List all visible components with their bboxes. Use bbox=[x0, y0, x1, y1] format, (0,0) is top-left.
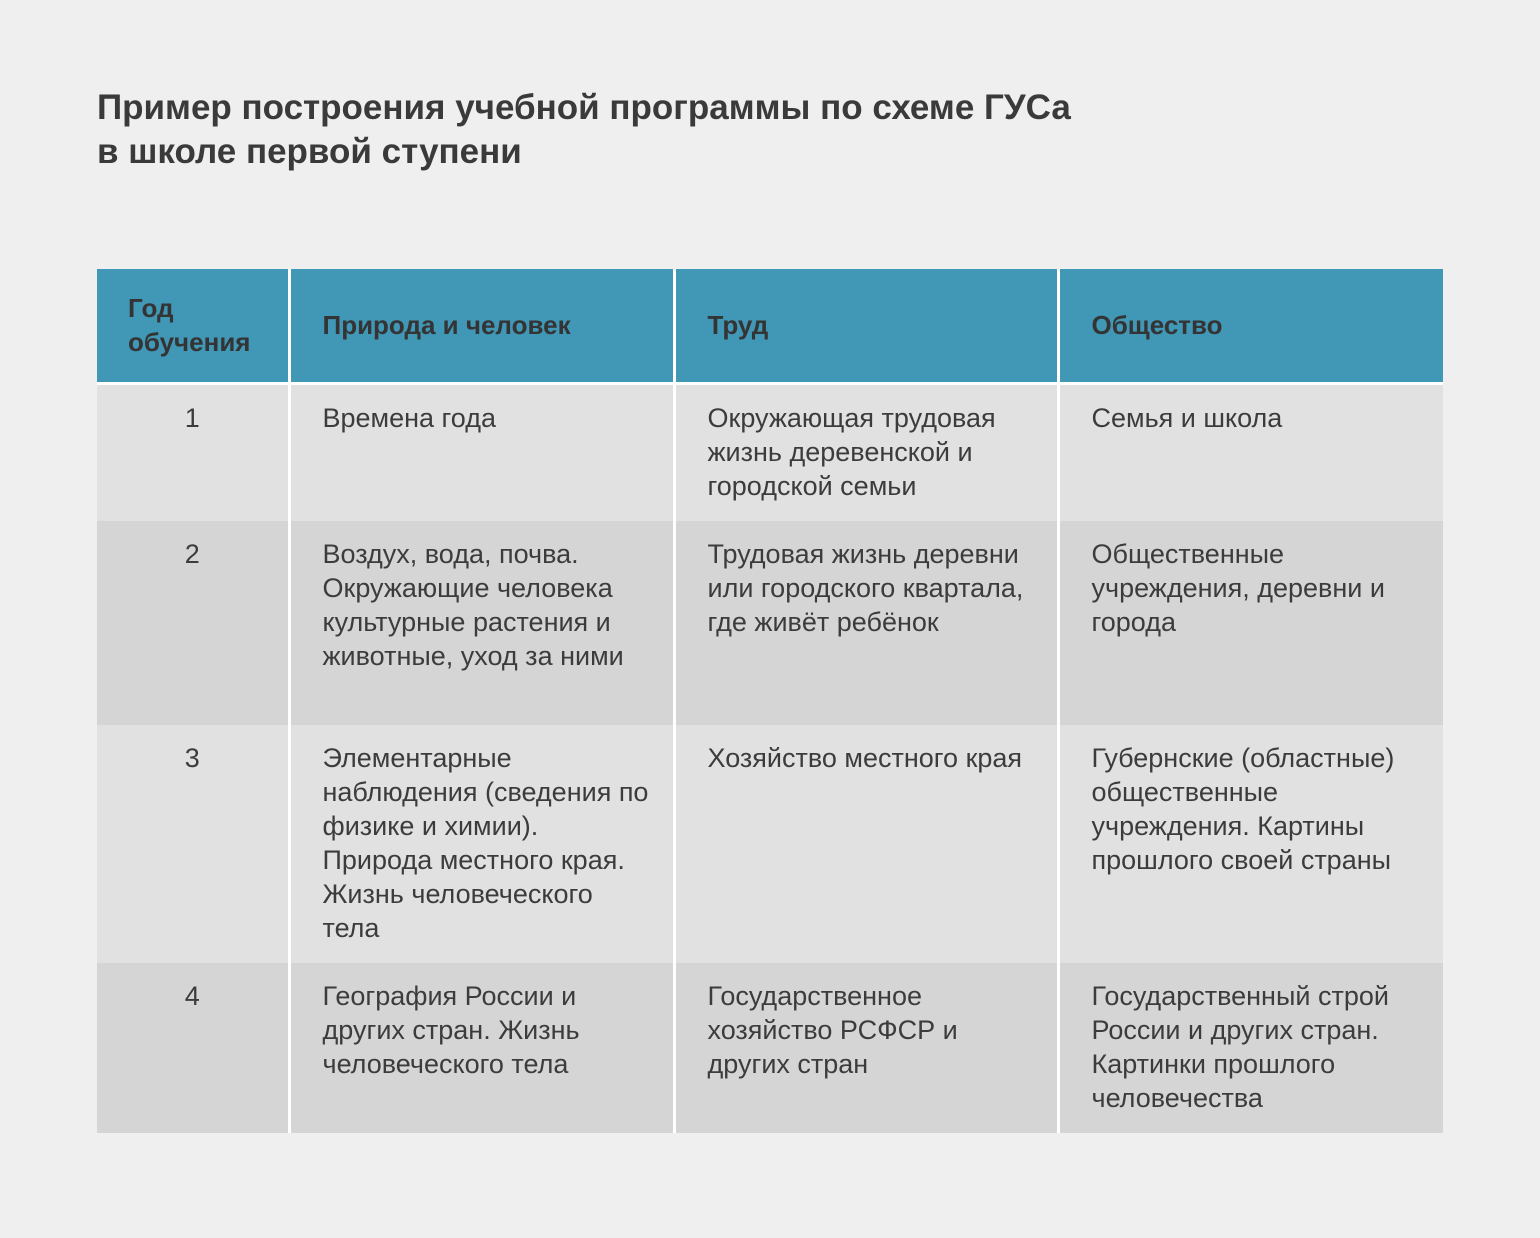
cell-labor: Хозяйство местного края bbox=[674, 725, 1058, 963]
cell-labor: Окружающая трудовая жизнь деревенской и городской семьи bbox=[674, 383, 1058, 521]
cell-year: 2 bbox=[97, 521, 289, 725]
cell-society: Семья и школа bbox=[1058, 383, 1443, 521]
column-header-labor: Труд bbox=[674, 269, 1058, 383]
cell-nature: Воздух, вода, почва. Окружающие человека культурные растения и животные, уход за ними bbox=[289, 521, 674, 725]
column-header-year: Год обучения bbox=[97, 269, 289, 383]
table-row bbox=[97, 963, 1443, 1133]
column-header-nature: Природа и человек bbox=[289, 269, 674, 383]
table-row bbox=[97, 521, 1443, 725]
cell-nature: Времена года bbox=[289, 383, 674, 521]
cell-nature: География России и других стран. Жизнь человеческого тела bbox=[289, 963, 674, 1133]
title-line-1: Пример построения учебной программы по схеме ГУСа bbox=[97, 88, 1071, 127]
page-title bbox=[97, 86, 1297, 174]
cell-labor: Трудовая жизнь деревни или городского квартала, где живёт ребёнок bbox=[674, 521, 1058, 725]
cell-nature: Элементарные наблюдения (сведения по физике и химии). Природа местного края. Жизнь человеческого тела bbox=[289, 725, 674, 963]
curriculum-table bbox=[97, 269, 1443, 1133]
cell-society: Общественные учреждения, деревни и города bbox=[1058, 521, 1443, 725]
cell-society: Губернские (областные) общественные учреждения. Картины прошлого своей страны bbox=[1058, 725, 1443, 963]
table-row bbox=[97, 725, 1443, 963]
title-line-2: в школе первой ступени bbox=[97, 132, 522, 171]
cell-labor: Государственное хозяйство РСФСР и других стран bbox=[674, 963, 1058, 1133]
cell-society: Государственный строй России и других стран. Картинки прошлого человечества bbox=[1058, 963, 1443, 1133]
table-row bbox=[97, 383, 1443, 521]
cell-year: 3 bbox=[97, 725, 289, 963]
column-header-society: Общество bbox=[1058, 269, 1443, 383]
table-body bbox=[97, 383, 1443, 1133]
header-row bbox=[97, 269, 1443, 383]
cell-year: 4 bbox=[97, 963, 289, 1133]
cell-year: 1 bbox=[97, 383, 289, 521]
table-header bbox=[97, 269, 1443, 383]
